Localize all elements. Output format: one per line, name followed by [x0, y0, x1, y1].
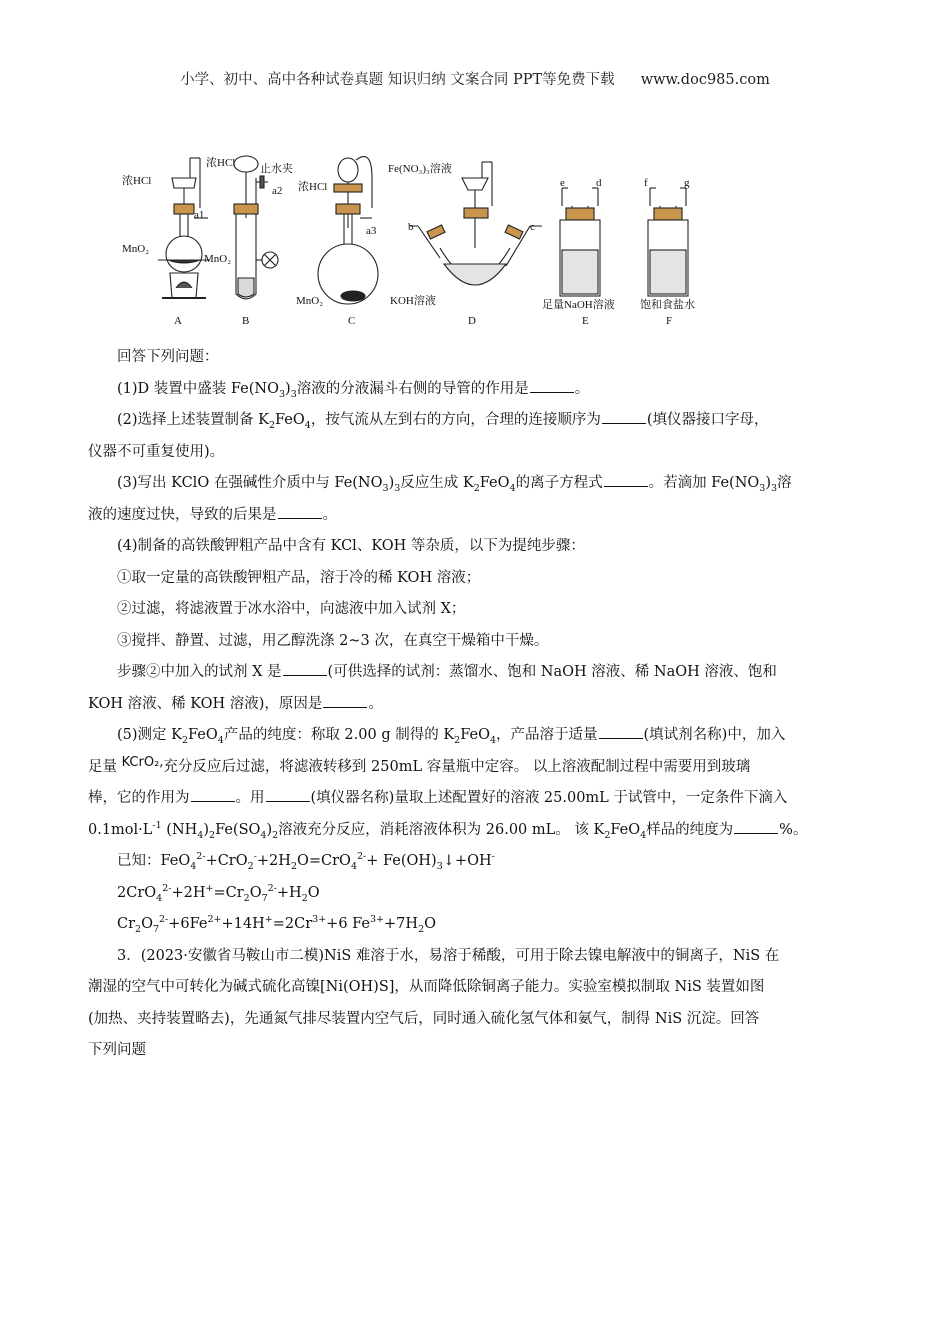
label-A: A — [174, 315, 182, 327]
answer-blank[interactable] — [530, 378, 574, 393]
answer-blank[interactable] — [734, 819, 778, 834]
header-text: 小学、初中、高中各种试卷真题 知识归纳 文案合同 PPT等免费下载 — [180, 72, 615, 88]
question-3-cont: 液的速度过快，导致的后果是 。 — [88, 500, 860, 532]
label-F: F — [666, 315, 673, 327]
label-g: g — [684, 177, 690, 189]
apparatus-figure — [110, 148, 710, 334]
label-c: c — [530, 221, 535, 233]
question-3-line3: (加热、夹持装置略去)，先通氮气排尽装置内空气后，同时通入硫化氢气体和氨气，制得 NiS 沉淀。回答 — [88, 1010, 760, 1027]
question-4-cont: KOH 溶液、稀 KOH 溶液)，原因是 。 — [88, 689, 860, 721]
question-3-line2: 潮湿的空气中可转化为碱式硫化高镍[Ni(OH)S]，从而降低除铜离子能力。实验室模拟制取 NiS 装置如图 — [88, 979, 765, 995]
label-b: b — [408, 221, 414, 233]
answer-blank[interactable] — [278, 504, 322, 519]
question-3-line4: 下列问题 — [88, 1042, 146, 1058]
label-nacl: 饱和食盐水 — [640, 299, 695, 311]
label-hcl-a: 浓HCl — [122, 175, 152, 187]
label-mno2-a: MnO₂ — [122, 243, 150, 255]
intro-line: 回答下列问题： — [117, 349, 219, 365]
answer-blank[interactable] — [283, 661, 327, 676]
step-3: ③搅拌、静置、过滤，用乙醇洗涤 2~3 次，在真空干燥箱中干燥。 — [117, 632, 549, 649]
question-1: (1)D 装置中盛装 $Fe(NO_3)_3$溶液的分液漏斗右侧的导管的作用是 。 — [88, 374, 860, 406]
question-5-line3: 棒，它的作用为 。用 (填仪器名称)量取上述配置好的溶液 25.00mL 于试管中，一定条件下滴入 — [88, 783, 860, 815]
label-e: e — [560, 177, 565, 189]
label-f: f — [644, 177, 648, 189]
label-clamp: 止水夹 — [260, 163, 293, 175]
step-1: ①取一定量的高铁酸钾粗产品，溶于冷的稀 KOH 溶液； — [117, 569, 481, 586]
question-5-line2: 足量 KCrO₂,充分反应后过滤，将滤液转移到 250mL 容量瓶中定容。 以上溶液配制过程中需要用到玻璃 — [88, 754, 751, 775]
question-5: (5)测定 $K_2FeO_4$产品的纯度：称取 2.00 g 制得的 $K_2FeO_4$，产品溶于适量 (填试剂名称)中，加入 — [88, 720, 860, 752]
label-a1: a1 — [194, 209, 205, 221]
label-E: E — [582, 315, 589, 327]
label-mno2-b: MnO₂ — [204, 253, 232, 265]
answer-blank[interactable] — [323, 693, 367, 708]
equation-3: $Cr_2O_7^{2-}+6Fe^{2+}+14H^+=2Cr^{3+}+6$ $Fe^{3+}+7H_2O$ — [117, 914, 436, 935]
answer-blank[interactable] — [599, 724, 643, 739]
question-2-cont: 仪器不可重复使用)。 — [88, 443, 225, 460]
question-4: (4)制备的高铁酸钾粗产品中含有 KCl、KOH 等杂质，以下为提纯步骤： — [117, 538, 585, 554]
equation-2: $2CrO_4^{2-}+2H^+=Cr_2O_7^{2-}+H_2O$ — [117, 882, 320, 904]
equation-1: 已知：$FeO_4^{2-}+CrO_2^-+2H_2O=CrO_4^{2-}+$ $Fe(OH)_3↓+OH^-$ — [117, 851, 495, 872]
question-3-title: 3．(2023·安徽省马鞍山市二模)NiS 难溶于水，易溶于稀酸，可用于除去镍电解液中的铜离子，NiS 在 — [117, 947, 780, 964]
page-header — [0, 68, 950, 89]
label-koh: KOH溶液 — [390, 295, 436, 307]
label-hcl-c: 浓HCl — [298, 181, 328, 193]
label-B: B — [242, 315, 250, 327]
answer-blank[interactable] — [602, 409, 646, 424]
label-D: D — [468, 315, 476, 327]
label-C: C — [348, 315, 356, 327]
answer-blank[interactable] — [266, 787, 310, 802]
answer-blank[interactable] — [191, 787, 235, 802]
label-feno3: Fe(NO₃)₃溶液 — [388, 163, 452, 175]
header-url: www.doc985.com — [640, 72, 770, 88]
label-hcl-b: 浓HCl — [206, 157, 236, 169]
label-a2: a2 — [272, 185, 283, 197]
label-mno2-c: MnO₂ — [296, 295, 324, 307]
question-4-ask: 步骤②中加入的试剂 X 是 (可供选择的试剂：蒸馏水、饱和 NaOH 溶液、稀 NaOH 溶液、饱和 — [88, 657, 860, 689]
answer-blank[interactable] — [604, 472, 648, 487]
step-2: ②过滤，将滤液置于冰水浴中，向滤液中加入试剂 X； — [117, 601, 466, 617]
label-naoh: 足量NaOH溶液 — [542, 299, 615, 311]
label-d: d — [596, 177, 602, 189]
kcro2-formula: KCrO₂, — [121, 754, 164, 770]
label-a3: a3 — [366, 225, 377, 237]
apparatus-diagram — [110, 148, 710, 334]
question-3: (3)写出 KClO 在强碱性介质中与 $Fe(NO_3)_3$反应生成 $K_2FeO_4$的离子方程式 。若滴加 $Fe(NO_3)_3$溶 — [88, 468, 860, 500]
question-2: (2)选择上述装置制备 $K_2FeO_4$，按气流从左到右的方向，合理的连接顺序为 (填仪器接口字母， — [88, 405, 860, 437]
question-5-line4: $0.1mol\cdot L^{-1}$ $(NH_4)_2Fe(SO_4)_2$溶液充分反应，消耗溶液体积为 26.00 mL。 该 $K_2FeO_4$样品的纯度为 %。 — [88, 819, 808, 841]
question-content — [88, 342, 860, 1067]
